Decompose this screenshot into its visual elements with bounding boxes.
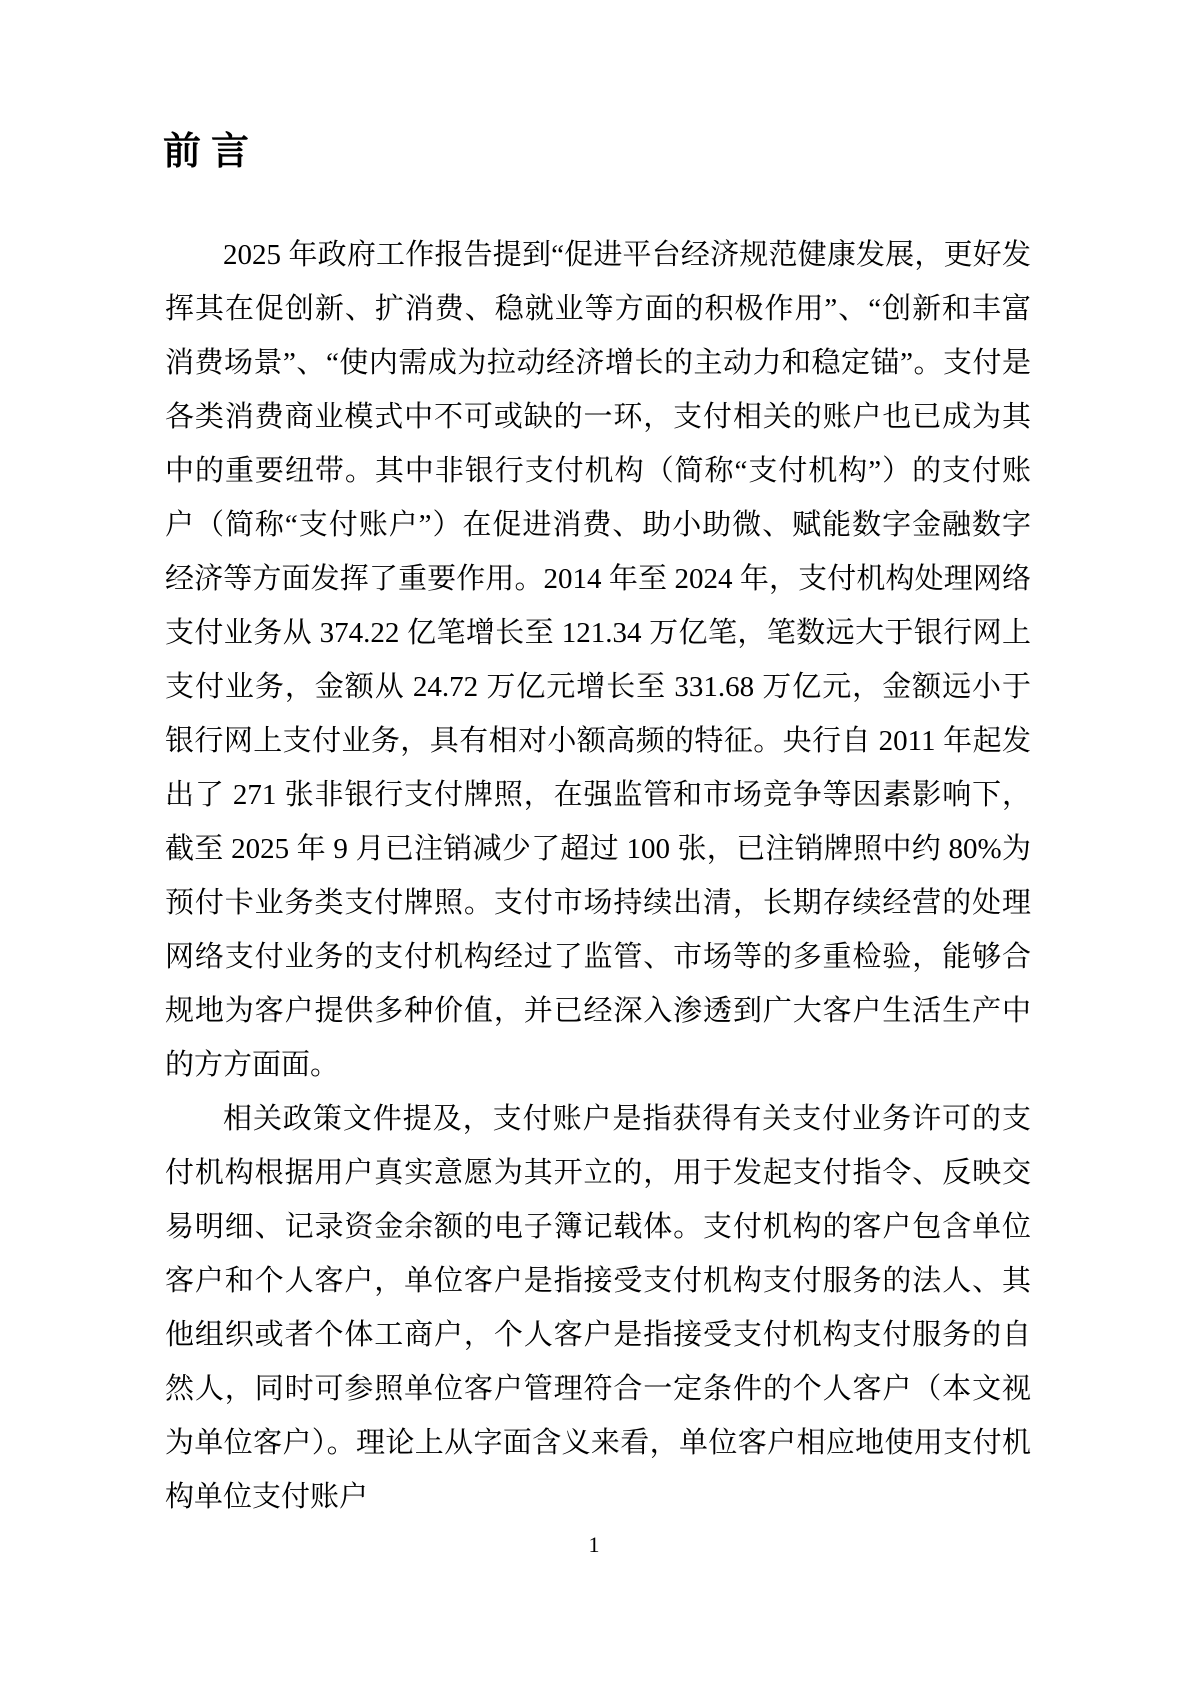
document-body [165, 228, 1031, 1524]
paragraph-1: 2025 年政府工作报告提到“促进平台经济规范健康发展，更好发挥其在促创新、扩消费、稳就业等方面的积极作用”、“创新和丰富消费场景”、“使内需成为拉动经济增长的主动力和稳定锚”。支付是各类消费商业模式中不可或缺的一环，支付相关的账户也已成为其中的重要纽带。其中非银行支付机构（简称“支付机构”）的支付账户（简称“支付账户”）在促进消费、助小助微、赋能数字金融数字经济等方面发挥了重要作用。2014 年至 2024 年，支付机构处理网络支付业务从 374.22 亿笔增长至 121.34 万亿笔，笔数远大于银行网上支付业务，金额从 24.72 万亿元增长至 331.68 万亿元，金额远小于银行网上支付业务，具有相对小额高频的特征。央行自 2011 年起发出了 271 张非银行支付牌照，在强监管和市场竞争等因素影响下，截至 2025 年 9 月已注销减少了超过 100 张，已注销牌照中约 80%为预付卡业务类支付牌照。支付市场持续出清，长期存续经营的处理网络支付业务的支付机构经过了监管、市场等的多重检验，能够合规地为客户提供多种价值，并已经深入渗透到广大客户生活生产中的方方面面。 [165, 239, 1031, 1081]
paragraph-2: 相关政策文件提及，支付账户是指获得有关支付业务许可的支付机构根据用户真实意愿为其开立的，用于发起支付指令、反映交易明细、记录资金余额的电子簿记载体。支付机构的客户包含单位客户和个人客户，单位客户是指接受支付机构支付服务的法人、其他组织或者个体工商户，个人客户是指接受支付机构支付服务的自然人，同时可参照单位客户管理符合一定条件的个人客户（本文视为单位客户）。理论上从字面含义来看，单位客户相应地使用支付机构单位支付账户 [165, 1103, 1031, 1513]
page-number: 1 [588, 1532, 600, 1557]
section-title: 前言 [163, 131, 260, 173]
